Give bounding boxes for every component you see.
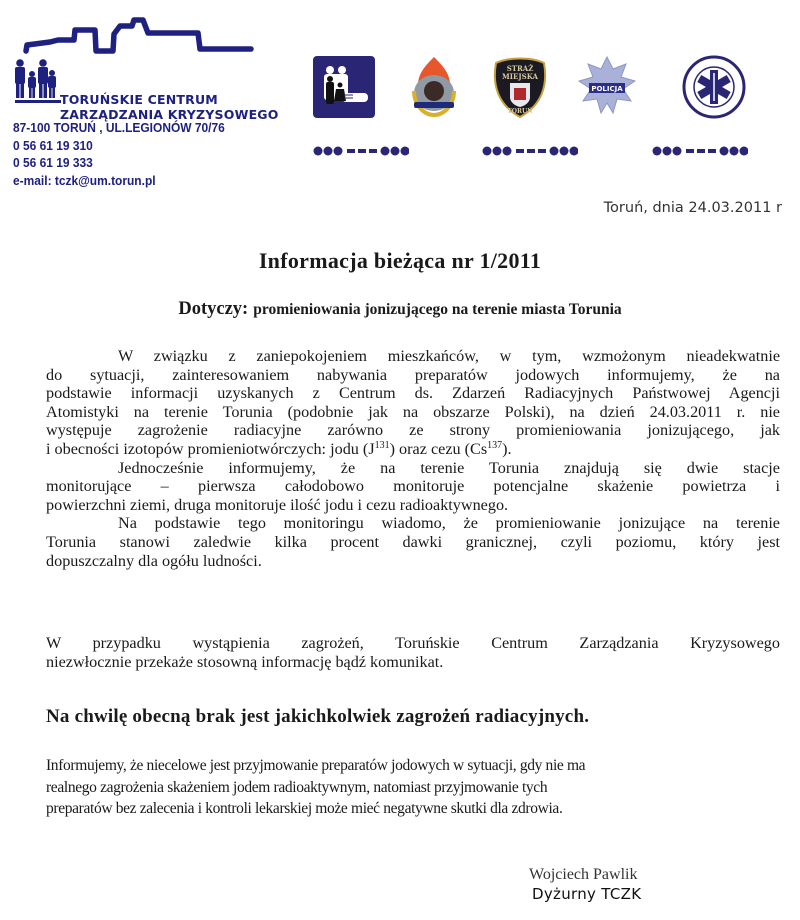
paragraph1-line: podstawie informacji uzyskanych z Centrum ds. Zdarzeń Radiacyjnych Państwowej Agencji xyxy=(46,384,780,403)
dot-dash-divider xyxy=(313,145,409,157)
paragraph3-line: Na podstawie tego monitoringu wiadomo, że promieniowanie jonizujące na terenie xyxy=(118,514,780,533)
subject-label: Dotyczy: xyxy=(178,299,249,319)
contact-block xyxy=(13,119,225,189)
paragraph4-line: W przypadku wystąpienia zagrożeń, Toruńskie Centrum Zarządzania Kryzysowego xyxy=(46,634,780,652)
cesium-isotope-sup: 137 xyxy=(487,439,503,451)
paragraph5-line: preparatów bez zalecenia i kontroli lekarskiej może mieć negatywne skutki dla zdrowia. xyxy=(46,800,563,817)
paragraph2-line: monitorujące – pierwsza całodobowo monitoruje potencjalne skażenie powietrza i xyxy=(46,477,780,496)
police-logo xyxy=(575,55,639,119)
paragraph5 xyxy=(46,755,585,820)
paragraph2-line: Jednocześnie informujemy, że na terenie Torunia znajdują się dwie stacje xyxy=(118,458,780,477)
svg-text:MIEJSKA: MIEJSKA xyxy=(502,72,538,81)
phone-2: 0 56 61 19 333 xyxy=(13,155,93,170)
paragraph3-line: Torunia stanowi zaledwie kilka procent dawki granicznej, czyli poziomu, który jest xyxy=(46,532,780,551)
document-subject xyxy=(0,299,800,320)
no-threat-statement: Na chwilę obecną brak jest jakichkolwiek zagrożeń radiacyjnych. xyxy=(46,706,590,727)
medical-rescue-logo xyxy=(682,55,746,119)
svg-text:TORUŃ: TORUŃ xyxy=(507,108,533,115)
paragraph4 xyxy=(46,634,780,671)
org-name-line2: ZARZĄDZANIA KRYZYSOWEGO xyxy=(60,107,279,122)
address: 87-100 TORUŃ , UL.LEGIONÓW 70/76 xyxy=(13,120,225,135)
paragraph1-line: W związku z zaniepokojeniem mieszkańców, w tym, wzmożonym nieadekwatnie xyxy=(118,347,780,365)
document-title: Informacja bieżąca nr 1/2011 xyxy=(258,248,542,273)
paragraph3-line: dopuszczalny dla ogółu ludności. xyxy=(46,551,262,570)
email[interactable]: e-mail: tczk@um.torun.pl xyxy=(13,172,156,188)
fire-service-logo xyxy=(402,55,466,119)
signature-name: Wojciech Pawlik xyxy=(529,866,638,883)
social-assistance-logo xyxy=(313,55,377,119)
signature-role: Dyżurny TCZK xyxy=(532,885,642,903)
paragraph1-last-line xyxy=(46,440,780,459)
svg-text:POLICJA: POLICJA xyxy=(591,85,623,93)
paragraph5-line: Informujemy, że niecelowe jest przyjmowanie preparatów jodowych w sytuacji, gdy nie ma xyxy=(46,757,586,774)
body-paragraphs xyxy=(46,347,780,570)
org-name xyxy=(60,92,279,122)
org-name-line1: TORUŃSKIE CENTRUM xyxy=(60,92,218,107)
family-icon xyxy=(15,59,61,103)
svg-text:STRAŻ: STRAŻ xyxy=(506,64,534,73)
paragraph5-line: realnego zagrożenia skażeniem jodem radioaktywnym, natomiast przyjmowanie tych xyxy=(46,778,548,796)
dot-dash-divider xyxy=(482,145,578,157)
paragraph1-line: Atomistyki na terenie Torunia (podobnie jak na obszarze Polski), na dzień 24.03.2011 r. nie xyxy=(46,402,780,421)
city-skyline-icon xyxy=(26,20,251,51)
text: ) oraz cezu (Cs xyxy=(389,439,488,458)
phone-1: 0 56 61 19 310 xyxy=(13,137,93,153)
place-date: Toruń, dnia 24.03.2011 r xyxy=(603,200,782,216)
paragraph2-line: powierzchni ziemi, druga monitoruje ilość jodu i cezu radioaktywnego. xyxy=(46,495,509,514)
subject-value: promieniowania jonizującego na terenie miasta Torunia xyxy=(253,301,622,318)
text: i obecności izotopów promieniotwórczych: jodu (J xyxy=(46,439,375,458)
paragraph4-line: niezwłocznie przekaże stosowną informację bądź komunikat. xyxy=(46,652,444,671)
paragraph1-line: występuje zagrożenie radiacyjne zarówno ze strony promieniowania jonizującego, jak xyxy=(46,421,780,440)
paragraph1-line: do sytuacji, zainteresowaniem nabywania preparatów jodowych informujemy, że na xyxy=(46,365,780,384)
city-guard-logo xyxy=(488,55,552,119)
dot-dash-divider xyxy=(652,145,748,157)
text: ). xyxy=(502,439,512,458)
iodine-isotope-sup: 131 xyxy=(374,439,390,451)
